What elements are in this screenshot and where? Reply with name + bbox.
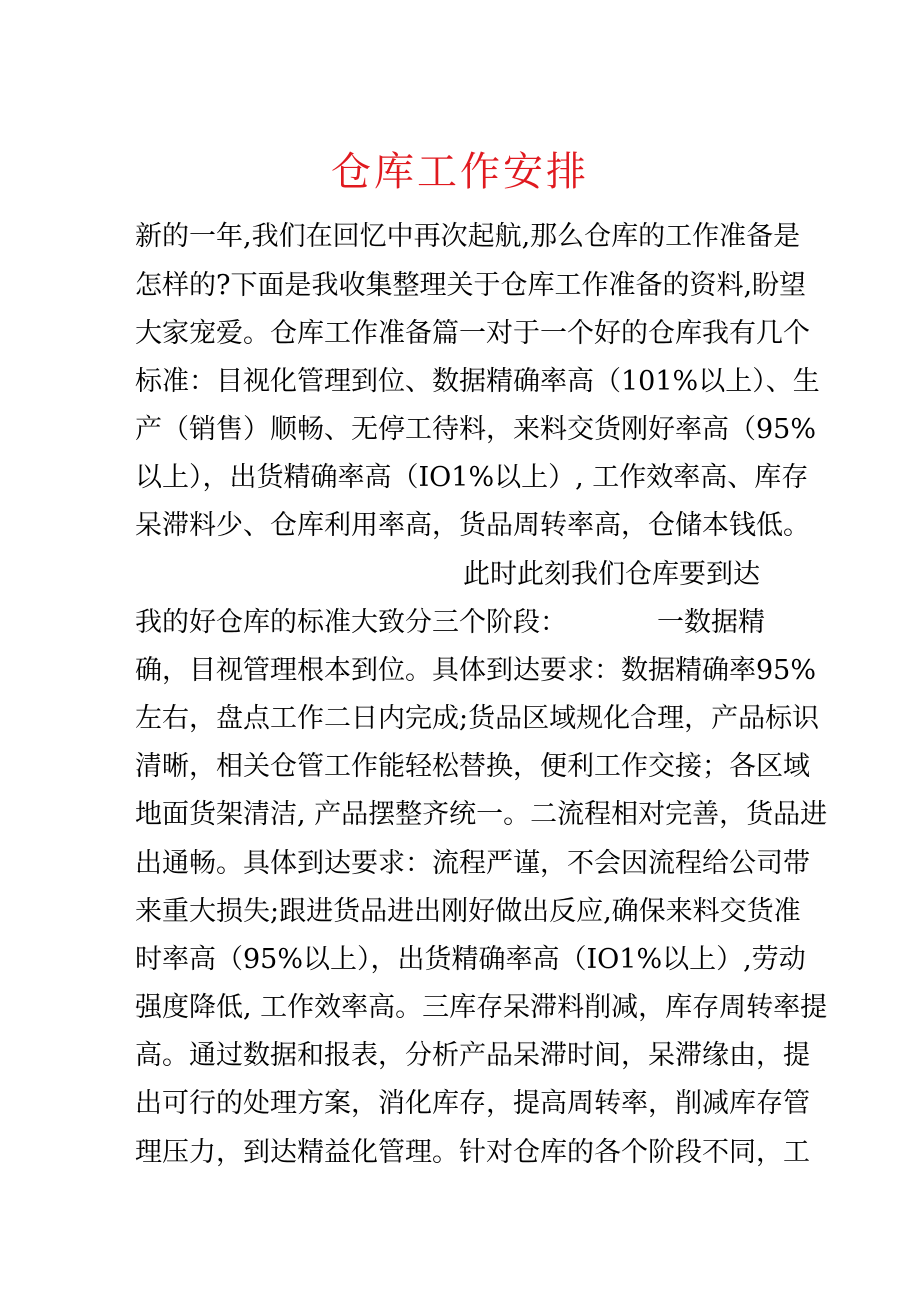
paragraph-line: 此时此刻我们仓库要到达 (463, 559, 760, 590)
stage-intro-text: 我的好仓库的标准大致分三个阶段： (135, 607, 567, 638)
paragraph-line: 新的一年,我们在回忆中再次起航,那么仓库的工作准备是 (135, 221, 801, 252)
paragraph-line: 强度降低, 工作效率高。三库存呆滞料削减，库存周转率提 (135, 992, 828, 1023)
paragraph-line: 大家宠爱。仓库工作准备篇一对于一个好的仓库我有几个 (135, 318, 810, 349)
paragraph-line: 出通畅。具体到达要求：流程严谨，不会因流程给公司带 (135, 848, 810, 879)
paragraph-line: 怎样的?下面是我收集整理关于仓库工作准备的资料,盼望 (135, 270, 807, 301)
paragraph-line: 以上），出货精确率高（IO1%以上）, 工作效率高、库存 (135, 462, 809, 493)
paragraph-line: 清晰，相关仓管工作能轻松替换，便利工作交接；各区域 (135, 751, 810, 782)
paragraph-line: 理压力，到达精益化管理。针对仓库的各个阶段不同，工 (135, 1137, 810, 1168)
paragraph-line: 出可行的处理方案，消化库存，提高周转率，削减库存管 (135, 1088, 810, 1119)
paragraph-line: 确，目视管理根本到位。具体到达要求：数据精确率95% (135, 655, 817, 686)
paragraph-line (135, 599, 795, 647)
paragraph-line: 标准：目视化管理到位、数据精确率高（101%以上）、生 (135, 366, 820, 397)
paragraph-line: 呆滞料少、仓库利用率高，货品周转率高，仓储本钱低。 (135, 510, 810, 541)
paragraph-line: 时率高（95%以上），出货精确率高（IO1%以上）,劳动 (135, 944, 806, 975)
paragraph-line: 高。通过数据和报表，分析产品呆滞时间，呆滞缘由，提 (135, 1040, 810, 1071)
paragraph-line: 左右，盘点工作二日内完成;货品区域规化合理，产品标识 (135, 703, 820, 734)
paragraph-line: 产（销售）顺畅、无停工待料，来料交货刚好率高（95% (135, 414, 817, 445)
document-title: 仓库工作安排 (331, 149, 589, 195)
paragraph-line: 来重大损失;跟进货品进出刚好做出反应,确保来料交货准 (135, 896, 801, 927)
stage-one-text: 一数据精 (657, 607, 765, 638)
paragraph-line: 地面货架清洁, 产品摆整齐统一。二流程相对完善，货品进 (135, 799, 828, 830)
